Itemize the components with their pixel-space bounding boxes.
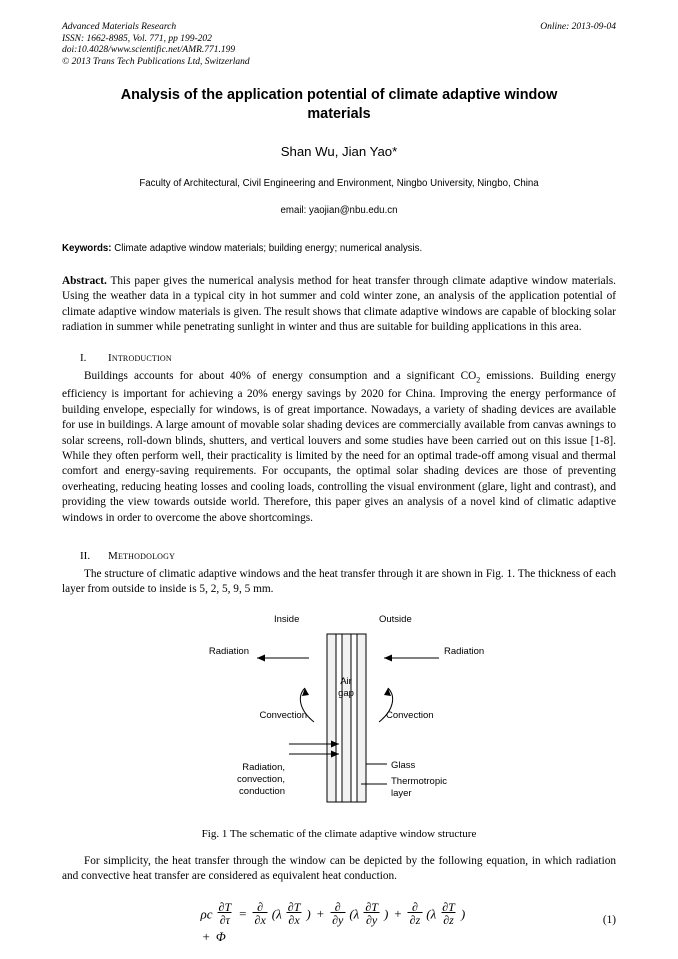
eq-frac-dT-dtau [217, 901, 234, 929]
keywords-label: Keywords: [62, 243, 112, 254]
eq-frac-num-4: ∂ [334, 899, 341, 914]
eq-phi: Φ [215, 929, 226, 945]
author-list: Shan Wu, Jian Yao* [280, 144, 398, 159]
section-heading-1 [62, 352, 616, 364]
eq-lambda-2: λ [353, 906, 360, 922]
window-structure-diagram [139, 612, 539, 824]
eq-frac-den-7: ∂z [443, 913, 454, 928]
journal-name: Advanced Materials Research [62, 22, 177, 32]
eq-paren-close-1: ) [306, 906, 311, 922]
eq-frac-num-6: ∂ [411, 899, 418, 914]
label-air-gap-1: Air [340, 675, 352, 687]
abstract-block [62, 274, 616, 336]
eq-c: c [206, 906, 213, 922]
section-title-2: Methodology [108, 549, 176, 562]
page-title: Analysis of the application potential of climate adaptive window materials [120, 87, 558, 122]
eq-equals: = [239, 906, 247, 922]
eq-frac-num-3: ∂T [287, 899, 301, 914]
eq-plus-1: + [316, 906, 325, 922]
eq-frac-d-dy [330, 901, 345, 929]
after-figure-paragraph: For simplicity, the heat transfer through the window can be depicted by the following equation, in which radiation and convective heat transfer are considered as equivalent heat conduction. [62, 854, 616, 883]
equation-1-number: (1) [602, 913, 616, 926]
section-number-2: II. [80, 549, 91, 562]
eq-frac-dT-dz [440, 901, 457, 929]
doi-line: doi:10.4028/www.scientific.net/AMR.771.199 [62, 45, 236, 56]
label-radiation-left: Radiation [208, 645, 249, 657]
section-title-1: Introduction [108, 351, 172, 364]
affiliation: Faculty of Architectural, Civil Engineering and Environment, Ningbo University, Ningbo, China [139, 178, 539, 189]
eq-frac-d-dz [408, 901, 423, 929]
section-heading-2 [62, 550, 616, 562]
label-outside: Outside [379, 613, 412, 625]
eq-frac-den-6: ∂z [409, 913, 421, 928]
issn-line: ISSN: 1662-8985, Vol. 771, pp 199-202 [62, 33, 212, 44]
label-rcc-2: convection, [236, 773, 285, 785]
equation-1-row [62, 901, 616, 945]
equation-1 [201, 901, 478, 947]
keywords-text: Climate adaptive window materials; building energy; numerical analysis. [111, 243, 423, 254]
label-air-gap-2: gap [338, 687, 354, 699]
eq-frac-den-3: ∂x [288, 913, 300, 928]
label-convection-right: Convection [386, 709, 434, 721]
eq-frac-num-5: ∂T [365, 899, 378, 914]
eq-paren-close-3: ) [460, 906, 466, 922]
eq-frac-den-1: ∂τ [219, 913, 230, 928]
eq-frac-num-7: ∂T [442, 899, 455, 914]
online-date: Online: 2013-09-04 [540, 22, 616, 32]
label-inside: Inside [274, 613, 300, 625]
eq-plus-3: + [202, 929, 210, 945]
eq-lambda-1: λ [276, 906, 282, 922]
label-convection-left: Convection [259, 709, 307, 721]
header-left [62, 22, 250, 68]
label-rcc-1: Radiation, [242, 761, 285, 773]
eq-paren-close-2: ) [383, 906, 389, 922]
eq-frac-den-5: ∂y [365, 913, 378, 928]
eq-frac-num-2: ∂ [257, 899, 264, 914]
eq-frac-num-1: ∂T [218, 899, 232, 914]
section-2-paragraph-1: The structure of climatic adaptive windows and the heat transfer through it are shown in Fig. 1. The thickness of each layer from outside to inside is 5, 2, 5, 9, 5 mm. [62, 567, 616, 596]
label-rcc-3: conduction [239, 785, 285, 797]
label-radiation-right: Radiation [444, 645, 485, 657]
eq-frac-d-dx [253, 901, 268, 929]
copyright-line: © 2013 Trans Tech Publications Ltd, Switzerland [62, 56, 250, 67]
eq-frac-dT-dx [286, 901, 303, 929]
label-thermotropic-2: layer [391, 787, 412, 799]
eq-rho: ρ [200, 906, 207, 922]
label-thermotropic-1: Thermotropic [391, 775, 447, 787]
abstract-text: This paper gives the numerical analysis method for heat transfer through climate adaptive window materials. Using the weather data in a typical city in hot summer and cold winter zone, an analysis of the application potential of climate adaptive window materials is given. The result shows that climate adaptive windows are capable of blocking solar radiation in summer while penetrating sunlight in winter and thus are suitable for building applications in this area. [62, 275, 616, 334]
keywords-block [62, 242, 616, 256]
abstract-label: Abstract. [62, 275, 107, 287]
page-header [62, 22, 616, 74]
figure-1-caption: Fig. 1 The schematic of the climate adaptive window structure [201, 827, 477, 840]
eq-paren-open-3: ( [426, 906, 431, 922]
eq-frac-dT-dy [363, 901, 380, 929]
eq-paren-open-1: ( [271, 906, 277, 922]
label-glass: Glass [391, 759, 416, 771]
section-1-paragraph-1 [62, 369, 616, 526]
eq-plus-2: + [394, 906, 402, 922]
eq-frac-den-4: ∂y [332, 913, 344, 928]
eq-lambda-3: λ [430, 906, 437, 922]
section-number-1: I. [80, 351, 87, 364]
header-right [540, 22, 616, 34]
para-text: Buildings accounts for about 40% of energy consumption and a significant $CO_2$ emissions. Building energy efficiency is important for achieving a 20% energy savings by 2020 for China. Improving the energy performance of building envelope, especially for windows, is of great importance. Nowadays, a variety of shading devices are available for use in buildings. A large amount of movable solar shading devices are commercially available from canvas awnings to solar screens, roll-down blinds, shutters, and vertical louvers and some studies have been carried out on this issue [1-8]. While they often perform well, their practicality is limited by the need for an optimal trade-off among visual and thermal comfort and energy-saving requirements. For occupants, the optimal solar shading devices are those of preventing overheating, reducing heating losses and cooling loads, controlling the visual environment (glare, light and contrast), and providing the view towards outside world. Therefore, this paper gives an analysis of a novel kind of climatic adaptive windows in order to overcome the above shortcomings. [62, 369, 616, 524]
figure-1 [62, 612, 616, 824]
eq-paren-open-2: ( [349, 906, 354, 922]
contact-email: email: yaojian@nbu.edu.cn [280, 205, 398, 216]
eq-frac-den-2: ∂x [254, 913, 266, 928]
